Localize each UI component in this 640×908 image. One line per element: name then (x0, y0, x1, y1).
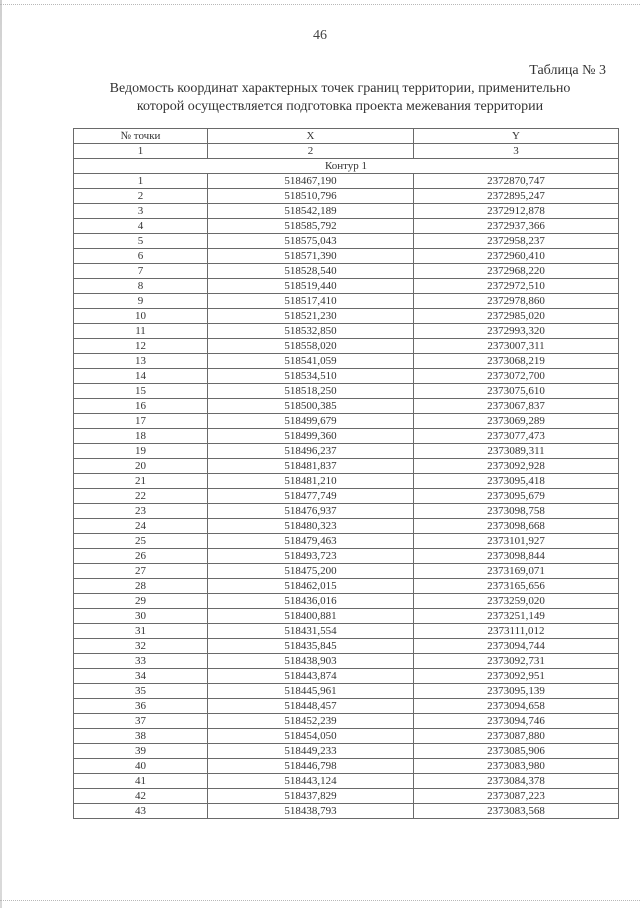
table-row (74, 624, 619, 639)
y-coordinate-cell: 2373101,927 (414, 534, 619, 549)
table-row (74, 744, 619, 759)
y-coordinate-cell: 2372993,320 (414, 324, 619, 339)
section-row (74, 159, 619, 174)
point-number-cell: 30 (74, 609, 208, 624)
y-coordinate-cell: 2373072,700 (414, 369, 619, 384)
table-label: Таблица № 3 (529, 63, 606, 78)
point-number-cell: 33 (74, 654, 208, 669)
point-number-cell: 31 (74, 624, 208, 639)
table-row (74, 759, 619, 774)
table-body (74, 174, 619, 819)
x-coordinate-cell: 518499,360 (208, 429, 414, 444)
point-number-cell: 14 (74, 369, 208, 384)
section-label: Контур 1 (74, 159, 619, 174)
x-coordinate-cell: 518518,250 (208, 384, 414, 399)
point-number-cell: 20 (74, 459, 208, 474)
table-row (74, 189, 619, 204)
table-row (74, 804, 619, 819)
table-row (74, 279, 619, 294)
x-coordinate-cell: 518475,200 (208, 564, 414, 579)
header-x: X (208, 129, 414, 144)
table-row (74, 594, 619, 609)
title-line-1: Ведомость координат характерных точек границ территории, применительно (109, 81, 571, 96)
table-row (74, 684, 619, 699)
point-number-cell: 25 (74, 534, 208, 549)
x-coordinate-cell: 518571,390 (208, 249, 414, 264)
y-coordinate-cell: 2373077,473 (414, 429, 619, 444)
table-row (74, 714, 619, 729)
x-coordinate-cell: 518585,792 (208, 219, 414, 234)
header-point-number: № точки (74, 129, 208, 144)
table-row (74, 414, 619, 429)
y-coordinate-cell: 2373094,746 (414, 714, 619, 729)
table-row (74, 324, 619, 339)
y-coordinate-cell: 2373083,568 (414, 804, 619, 819)
x-coordinate-cell: 518443,874 (208, 669, 414, 684)
y-coordinate-cell: 2372968,220 (414, 264, 619, 279)
x-coordinate-cell: 518500,385 (208, 399, 414, 414)
table-row (74, 504, 619, 519)
y-coordinate-cell: 2373075,610 (414, 384, 619, 399)
table-row (74, 774, 619, 789)
y-coordinate-cell: 2373111,012 (414, 624, 619, 639)
point-number-cell: 7 (74, 264, 208, 279)
x-coordinate-cell: 518443,124 (208, 774, 414, 789)
point-number-cell: 38 (74, 729, 208, 744)
y-coordinate-cell: 2372958,237 (414, 234, 619, 249)
y-coordinate-cell: 2372937,366 (414, 219, 619, 234)
table-row (74, 789, 619, 804)
x-coordinate-cell: 518479,463 (208, 534, 414, 549)
point-number-cell: 27 (74, 564, 208, 579)
x-coordinate-cell: 518400,881 (208, 609, 414, 624)
y-coordinate-cell: 2373098,758 (414, 504, 619, 519)
point-number-cell: 9 (74, 294, 208, 309)
x-coordinate-cell: 518438,793 (208, 804, 414, 819)
header-row (74, 129, 619, 144)
point-number-cell: 32 (74, 639, 208, 654)
x-coordinate-cell: 518435,845 (208, 639, 414, 654)
point-number-cell: 10 (74, 309, 208, 324)
x-coordinate-cell: 518519,440 (208, 279, 414, 294)
y-coordinate-cell: 2373165,656 (414, 579, 619, 594)
point-number-cell: 18 (74, 429, 208, 444)
table-row (74, 249, 619, 264)
column-index: 1 (74, 144, 208, 159)
table-row (74, 339, 619, 354)
x-coordinate-cell: 518431,554 (208, 624, 414, 639)
x-coordinate-cell: 518449,233 (208, 744, 414, 759)
y-coordinate-cell: 2373069,289 (414, 414, 619, 429)
x-coordinate-cell: 518541,059 (208, 354, 414, 369)
scan-top-border (0, 4, 640, 5)
point-number-cell: 2 (74, 189, 208, 204)
x-coordinate-cell: 518575,043 (208, 234, 414, 249)
x-coordinate-cell: 518558,020 (208, 339, 414, 354)
x-coordinate-cell: 518480,323 (208, 519, 414, 534)
point-number-cell: 42 (74, 789, 208, 804)
y-coordinate-cell: 2373085,906 (414, 744, 619, 759)
coordinates-table (73, 128, 619, 819)
table-row (74, 489, 619, 504)
y-coordinate-cell: 2373089,311 (414, 444, 619, 459)
y-coordinate-cell: 2372985,020 (414, 309, 619, 324)
point-number-cell: 41 (74, 774, 208, 789)
x-coordinate-cell: 518437,829 (208, 789, 414, 804)
y-coordinate-cell: 2372870,747 (414, 174, 619, 189)
y-coordinate-cell: 2373092,928 (414, 459, 619, 474)
x-coordinate-cell: 518510,796 (208, 189, 414, 204)
table-row (74, 699, 619, 714)
title-line-2: которой осуществляется подготовка проекта межевания территории (136, 99, 544, 114)
point-number-cell: 13 (74, 354, 208, 369)
table-row (74, 729, 619, 744)
table-row (74, 309, 619, 324)
x-coordinate-cell: 518454,050 (208, 729, 414, 744)
x-coordinate-cell: 518528,540 (208, 264, 414, 279)
point-number-cell: 8 (74, 279, 208, 294)
x-coordinate-cell: 518445,961 (208, 684, 414, 699)
point-number-cell: 6 (74, 249, 208, 264)
x-coordinate-cell: 518438,903 (208, 654, 414, 669)
point-number-cell: 5 (74, 234, 208, 249)
table-row (74, 429, 619, 444)
y-coordinate-cell: 2373068,219 (414, 354, 619, 369)
y-coordinate-cell: 2373098,668 (414, 519, 619, 534)
y-coordinate-cell: 2373095,139 (414, 684, 619, 699)
x-coordinate-cell: 518436,016 (208, 594, 414, 609)
y-coordinate-cell: 2372960,410 (414, 249, 619, 264)
y-coordinate-cell: 2373092,951 (414, 669, 619, 684)
point-number-cell: 19 (74, 444, 208, 459)
table-row (74, 204, 619, 219)
y-coordinate-cell: 2373087,223 (414, 789, 619, 804)
table-row (74, 564, 619, 579)
table-row (74, 219, 619, 234)
table-row (74, 549, 619, 564)
table-row (74, 369, 619, 384)
point-number-cell: 15 (74, 384, 208, 399)
table-row (74, 174, 619, 189)
y-coordinate-cell: 2373095,679 (414, 489, 619, 504)
point-number-cell: 12 (74, 339, 208, 354)
point-number-cell: 37 (74, 714, 208, 729)
point-number-cell: 4 (74, 219, 208, 234)
x-coordinate-cell: 518521,230 (208, 309, 414, 324)
point-number-cell: 11 (74, 324, 208, 339)
y-coordinate-cell: 2373095,418 (414, 474, 619, 489)
point-number-cell: 28 (74, 579, 208, 594)
y-coordinate-cell: 2373259,020 (414, 594, 619, 609)
point-number-cell: 29 (74, 594, 208, 609)
table-row (74, 294, 619, 309)
x-coordinate-cell: 518448,457 (208, 699, 414, 714)
table-row (74, 474, 619, 489)
point-number-cell: 17 (74, 414, 208, 429)
x-coordinate-cell: 518542,189 (208, 204, 414, 219)
y-coordinate-cell: 2373083,980 (414, 759, 619, 774)
x-coordinate-cell: 518467,190 (208, 174, 414, 189)
point-number-cell: 22 (74, 489, 208, 504)
x-coordinate-cell: 518517,410 (208, 294, 414, 309)
table-row (74, 654, 619, 669)
x-coordinate-cell: 518499,679 (208, 414, 414, 429)
column-index: 3 (414, 144, 619, 159)
x-coordinate-cell: 518534,510 (208, 369, 414, 384)
y-coordinate-cell: 2373092,731 (414, 654, 619, 669)
page-number: 46 (313, 28, 327, 43)
point-number-cell: 36 (74, 699, 208, 714)
x-coordinate-cell: 518477,749 (208, 489, 414, 504)
table-row (74, 384, 619, 399)
y-coordinate-cell: 2372978,860 (414, 294, 619, 309)
point-number-cell: 26 (74, 549, 208, 564)
y-coordinate-cell: 2373007,311 (414, 339, 619, 354)
table-row (74, 534, 619, 549)
x-coordinate-cell: 518493,723 (208, 549, 414, 564)
y-coordinate-cell: 2373098,844 (414, 549, 619, 564)
table-row (74, 609, 619, 624)
point-number-cell: 39 (74, 744, 208, 759)
table-row (74, 639, 619, 654)
x-coordinate-cell: 518446,798 (208, 759, 414, 774)
table-row (74, 354, 619, 369)
point-number-cell: 23 (74, 504, 208, 519)
x-coordinate-cell: 518532,850 (208, 324, 414, 339)
y-coordinate-cell: 2373251,149 (414, 609, 619, 624)
table-row (74, 579, 619, 594)
header-y: Y (414, 129, 619, 144)
scan-bottom-border (0, 900, 640, 901)
y-coordinate-cell: 2373084,378 (414, 774, 619, 789)
x-coordinate-cell: 518481,837 (208, 459, 414, 474)
y-coordinate-cell: 2373094,744 (414, 639, 619, 654)
point-number-cell: 24 (74, 519, 208, 534)
point-number-cell: 34 (74, 669, 208, 684)
column-index: 2 (208, 144, 414, 159)
y-coordinate-cell: 2373067,837 (414, 399, 619, 414)
table-row (74, 264, 619, 279)
y-coordinate-cell: 2373169,071 (414, 564, 619, 579)
point-number-cell: 43 (74, 804, 208, 819)
y-coordinate-cell: 2373094,658 (414, 699, 619, 714)
x-coordinate-cell: 518476,937 (208, 504, 414, 519)
table-row (74, 399, 619, 414)
y-coordinate-cell: 2373087,880 (414, 729, 619, 744)
point-number-cell: 35 (74, 684, 208, 699)
table-row (74, 234, 619, 249)
x-coordinate-cell: 518496,237 (208, 444, 414, 459)
x-coordinate-cell: 518452,239 (208, 714, 414, 729)
table-row (74, 459, 619, 474)
y-coordinate-cell: 2372895,247 (414, 189, 619, 204)
point-number-cell: 16 (74, 399, 208, 414)
point-number-cell: 1 (74, 174, 208, 189)
point-number-cell: 3 (74, 204, 208, 219)
point-number-cell: 40 (74, 759, 208, 774)
column-index-row (74, 144, 619, 159)
scan-left-edge (0, 0, 2, 908)
table-row (74, 669, 619, 684)
y-coordinate-cell: 2372972,510 (414, 279, 619, 294)
table-row (74, 519, 619, 534)
table-row (74, 444, 619, 459)
x-coordinate-cell: 518481,210 (208, 474, 414, 489)
point-number-cell: 21 (74, 474, 208, 489)
y-coordinate-cell: 2372912,878 (414, 204, 619, 219)
table-title (60, 80, 620, 116)
x-coordinate-cell: 518462,015 (208, 579, 414, 594)
